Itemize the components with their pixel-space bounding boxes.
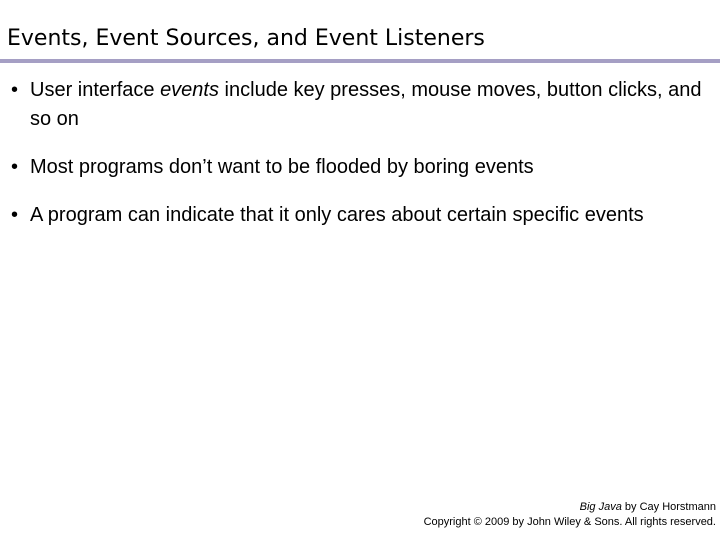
bullet-item (0, 153, 710, 182)
footer-copyright: Copyright © 2009 by John Wiley & Sons. All rights reserved. (423, 516, 716, 528)
bullet-icon: • (11, 79, 19, 101)
bullet-text-prefix: User interface (30, 79, 161, 101)
bullet-text: Most programs don’t want to be flooded by boring events (30, 156, 534, 178)
bullet-item (0, 201, 710, 230)
title-underline (0, 59, 720, 63)
footer-author: by Cay Horstmann (621, 501, 716, 513)
slide-title: Events, Event Sources, and Event Listeners (7, 26, 485, 51)
bullet-text: A program can indicate that it only cares about certain specific events (30, 204, 644, 226)
bullet-icon: • (11, 156, 19, 178)
bullet-text-emphasis: events (160, 79, 219, 101)
footer-credit (424, 500, 716, 530)
bullet-list (0, 76, 720, 249)
bullet-item (0, 76, 710, 134)
footer-book-line (424, 500, 716, 515)
footer-book-title: Big Java (579, 501, 622, 513)
bullet-icon: • (11, 204, 19, 226)
bullet-text-suffix: include key presses, mouse moves, button clicks, and so on (30, 79, 702, 130)
